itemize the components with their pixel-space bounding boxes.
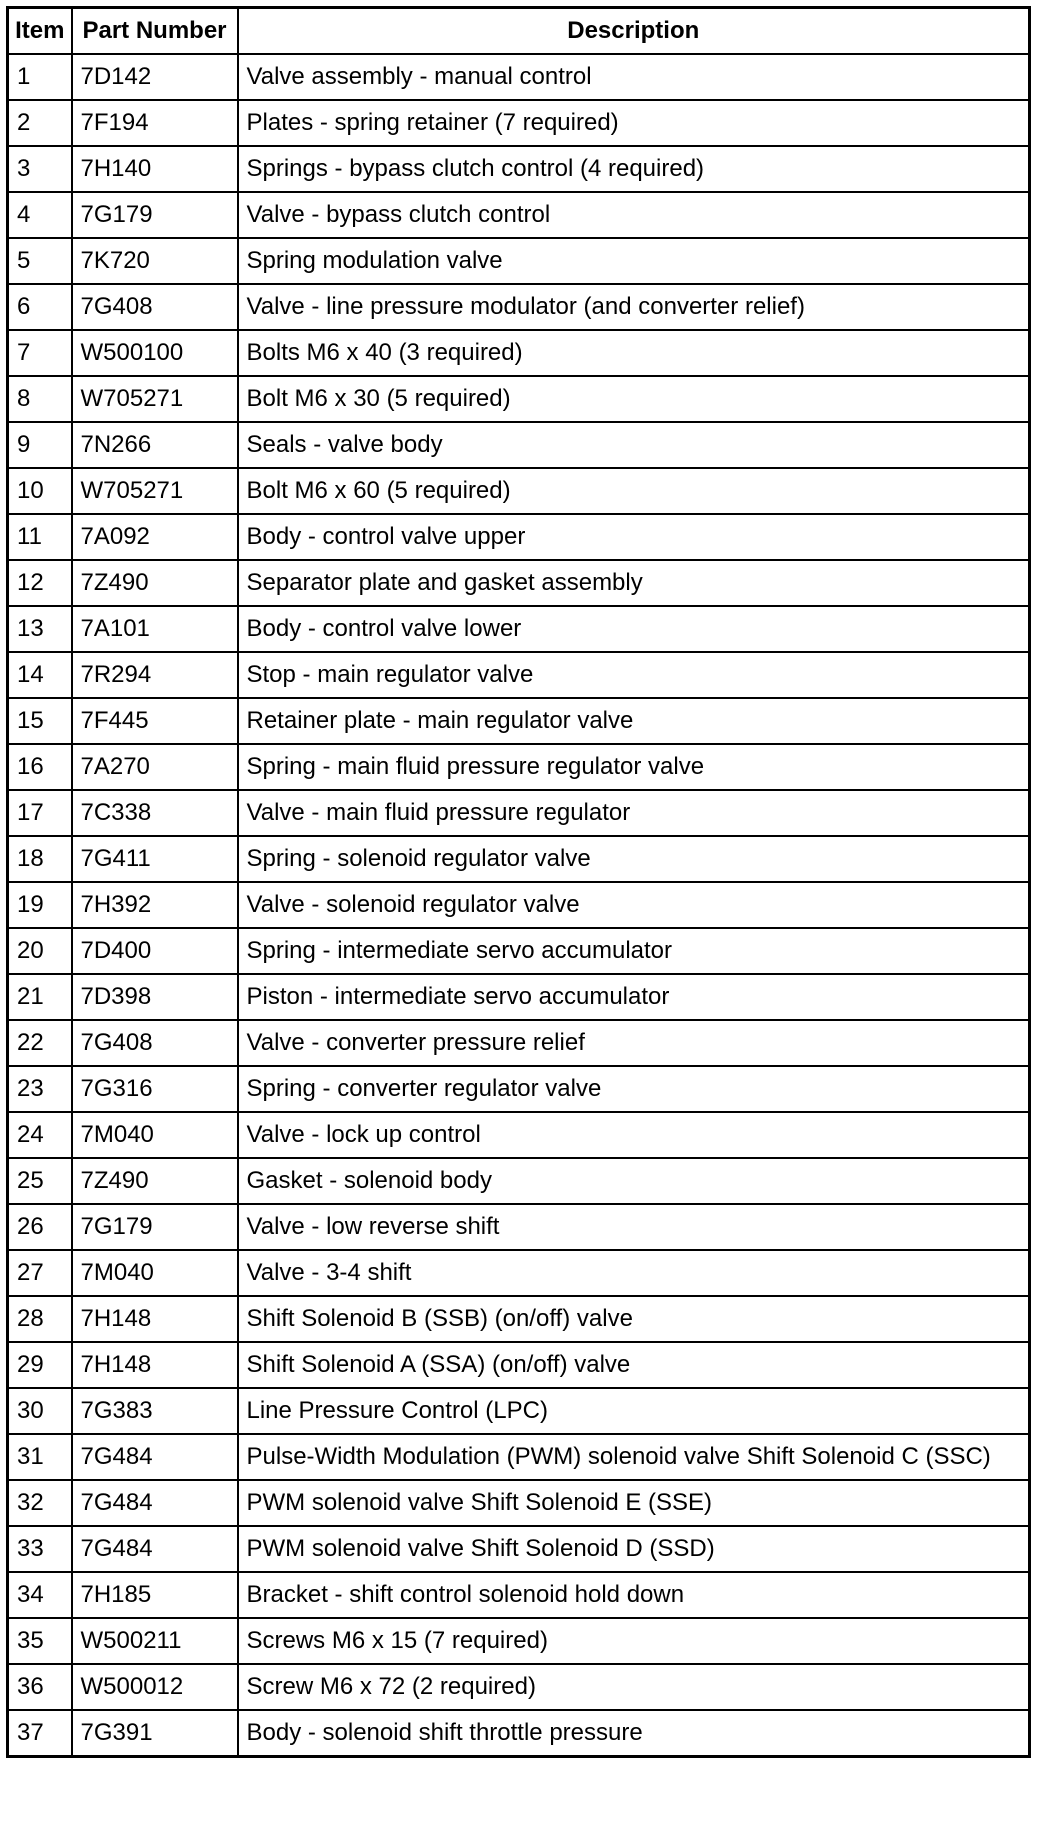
description-cell: Spring - main fluid pressure regulator valve [238, 744, 1030, 790]
table-row [8, 652, 1030, 698]
part-number-cell: W705271 [72, 468, 238, 514]
item-cell: 22 [8, 1020, 72, 1066]
table-row [8, 1204, 1030, 1250]
item-cell: 36 [8, 1664, 72, 1710]
description-cell: Pulse-Width Modulation (PWM) solenoid valve Shift Solenoid C (SSC) [238, 1434, 1030, 1480]
part-number-cell: 7M040 [72, 1112, 238, 1158]
item-cell: 12 [8, 560, 72, 606]
description-cell: Spring modulation valve [238, 238, 1030, 284]
part-number-cell: 7G383 [72, 1388, 238, 1434]
item-cell: 7 [8, 330, 72, 376]
part-number-cell: 7F445 [72, 698, 238, 744]
item-cell: 25 [8, 1158, 72, 1204]
item-cell: 28 [8, 1296, 72, 1342]
item-cell: 3 [8, 146, 72, 192]
part-number-cell: 7M040 [72, 1250, 238, 1296]
table-row [8, 422, 1030, 468]
column-header-part-number: Part Number [72, 8, 238, 55]
table-row [8, 100, 1030, 146]
parts-table [6, 6, 1031, 1758]
description-cell: Piston - intermediate servo accumulator [238, 974, 1030, 1020]
item-cell: 30 [8, 1388, 72, 1434]
description-cell: Body - solenoid shift throttle pressure [238, 1710, 1030, 1757]
table-row [8, 468, 1030, 514]
description-cell: Valve - line pressure modulator (and converter relief) [238, 284, 1030, 330]
part-number-cell: W500211 [72, 1618, 238, 1664]
part-number-cell: 7G411 [72, 836, 238, 882]
part-number-cell: 7G484 [72, 1480, 238, 1526]
item-cell: 13 [8, 606, 72, 652]
part-number-cell: 7H140 [72, 146, 238, 192]
table-row [8, 1480, 1030, 1526]
part-number-cell: 7A092 [72, 514, 238, 560]
description-cell: Stop - main regulator valve [238, 652, 1030, 698]
description-cell: Bracket - shift control solenoid hold down [238, 1572, 1030, 1618]
table-row [8, 1434, 1030, 1480]
item-cell: 35 [8, 1618, 72, 1664]
item-cell: 14 [8, 652, 72, 698]
table-row [8, 1388, 1030, 1434]
item-cell: 6 [8, 284, 72, 330]
part-number-cell: 7G179 [72, 1204, 238, 1250]
item-cell: 34 [8, 1572, 72, 1618]
table-row [8, 1020, 1030, 1066]
table-row [8, 744, 1030, 790]
item-cell: 32 [8, 1480, 72, 1526]
description-cell: Valve - lock up control [238, 1112, 1030, 1158]
table-row [8, 1158, 1030, 1204]
item-cell: 31 [8, 1434, 72, 1480]
description-cell: Spring - intermediate servo accumulator [238, 928, 1030, 974]
description-cell: Separator plate and gasket assembly [238, 560, 1030, 606]
description-cell: Plates - spring retainer (7 required) [238, 100, 1030, 146]
item-cell: 8 [8, 376, 72, 422]
table-row [8, 146, 1030, 192]
description-cell: Bolt M6 x 60 (5 required) [238, 468, 1030, 514]
column-header-description: Description [238, 8, 1030, 55]
description-cell: Body - control valve lower [238, 606, 1030, 652]
part-number-cell: 7G484 [72, 1434, 238, 1480]
table-row [8, 1664, 1030, 1710]
part-number-cell: 7A270 [72, 744, 238, 790]
description-cell: Shift Solenoid B (SSB) (on/off) valve [238, 1296, 1030, 1342]
item-cell: 23 [8, 1066, 72, 1112]
description-cell: Valve assembly - manual control [238, 54, 1030, 100]
item-cell: 4 [8, 192, 72, 238]
description-cell: Screw M6 x 72 (2 required) [238, 1664, 1030, 1710]
part-number-cell: 7H148 [72, 1296, 238, 1342]
description-cell: Valve - bypass clutch control [238, 192, 1030, 238]
description-cell: Body - control valve upper [238, 514, 1030, 560]
table-row [8, 1710, 1030, 1757]
item-cell: 26 [8, 1204, 72, 1250]
item-cell: 16 [8, 744, 72, 790]
table-row [8, 330, 1030, 376]
item-cell: 11 [8, 514, 72, 560]
description-cell: Shift Solenoid A (SSA) (on/off) valve [238, 1342, 1030, 1388]
table-row [8, 284, 1030, 330]
item-cell: 17 [8, 790, 72, 836]
item-cell: 21 [8, 974, 72, 1020]
table-row [8, 54, 1030, 100]
part-number-cell: 7F194 [72, 100, 238, 146]
part-number-cell: 7G316 [72, 1066, 238, 1112]
description-cell: Valve - low reverse shift [238, 1204, 1030, 1250]
part-number-cell: 7N266 [72, 422, 238, 468]
part-number-cell: 7D142 [72, 54, 238, 100]
table-row [8, 1296, 1030, 1342]
table-row [8, 1342, 1030, 1388]
part-number-cell: 7G391 [72, 1710, 238, 1757]
table-row [8, 1572, 1030, 1618]
part-number-cell: 7D400 [72, 928, 238, 974]
part-number-cell: 7H392 [72, 882, 238, 928]
description-cell: Line Pressure Control (LPC) [238, 1388, 1030, 1434]
item-cell: 10 [8, 468, 72, 514]
part-number-cell: 7Z490 [72, 1158, 238, 1204]
part-number-cell: 7H185 [72, 1572, 238, 1618]
description-cell: Valve - converter pressure relief [238, 1020, 1030, 1066]
part-number-cell: 7K720 [72, 238, 238, 284]
part-number-cell: 7H148 [72, 1342, 238, 1388]
table-row [8, 192, 1030, 238]
table-header-row [8, 8, 1030, 55]
description-cell: Bolts M6 x 40 (3 required) [238, 330, 1030, 376]
item-cell: 37 [8, 1710, 72, 1757]
description-cell: Valve - main fluid pressure regulator [238, 790, 1030, 836]
table-row [8, 928, 1030, 974]
description-cell: Spring - solenoid regulator valve [238, 836, 1030, 882]
description-cell: PWM solenoid valve Shift Solenoid E (SSE) [238, 1480, 1030, 1526]
table-row [8, 376, 1030, 422]
item-cell: 18 [8, 836, 72, 882]
item-cell: 5 [8, 238, 72, 284]
description-cell: Spring - converter regulator valve [238, 1066, 1030, 1112]
description-cell: Bolt M6 x 30 (5 required) [238, 376, 1030, 422]
description-cell: PWM solenoid valve Shift Solenoid D (SSD) [238, 1526, 1030, 1572]
description-cell: Gasket - solenoid body [238, 1158, 1030, 1204]
table-row [8, 836, 1030, 882]
parts-table-container [6, 6, 1031, 1758]
table-row [8, 238, 1030, 284]
part-number-cell: 7R294 [72, 652, 238, 698]
item-cell: 15 [8, 698, 72, 744]
part-number-cell: 7G408 [72, 284, 238, 330]
table-row [8, 1526, 1030, 1572]
item-cell: 27 [8, 1250, 72, 1296]
part-number-cell: 7A101 [72, 606, 238, 652]
part-number-cell: 7C338 [72, 790, 238, 836]
part-number-cell: W705271 [72, 376, 238, 422]
item-cell: 1 [8, 54, 72, 100]
description-cell: Retainer plate - main regulator valve [238, 698, 1030, 744]
table-row [8, 1618, 1030, 1664]
table-row [8, 1250, 1030, 1296]
part-number-cell: W500100 [72, 330, 238, 376]
table-row [8, 882, 1030, 928]
column-header-item: Item [8, 8, 72, 55]
item-cell: 9 [8, 422, 72, 468]
description-cell: Seals - valve body [238, 422, 1030, 468]
part-number-cell: 7Z490 [72, 560, 238, 606]
description-cell: Valve - 3-4 shift [238, 1250, 1030, 1296]
table-row [8, 1066, 1030, 1112]
item-cell: 33 [8, 1526, 72, 1572]
part-number-cell: W500012 [72, 1664, 238, 1710]
item-cell: 2 [8, 100, 72, 146]
part-number-cell: 7G408 [72, 1020, 238, 1066]
item-cell: 20 [8, 928, 72, 974]
table-body [8, 54, 1030, 1757]
part-number-cell: 7D398 [72, 974, 238, 1020]
table-row [8, 698, 1030, 744]
table-row [8, 560, 1030, 606]
description-cell: Screws M6 x 15 (7 required) [238, 1618, 1030, 1664]
item-cell: 24 [8, 1112, 72, 1158]
item-cell: 19 [8, 882, 72, 928]
item-cell: 29 [8, 1342, 72, 1388]
part-number-cell: 7G484 [72, 1526, 238, 1572]
table-row [8, 606, 1030, 652]
description-cell: Valve - solenoid regulator valve [238, 882, 1030, 928]
table-row [8, 1112, 1030, 1158]
description-cell: Springs - bypass clutch control (4 required) [238, 146, 1030, 192]
part-number-cell: 7G179 [72, 192, 238, 238]
table-row [8, 790, 1030, 836]
table-row [8, 974, 1030, 1020]
table-row [8, 514, 1030, 560]
